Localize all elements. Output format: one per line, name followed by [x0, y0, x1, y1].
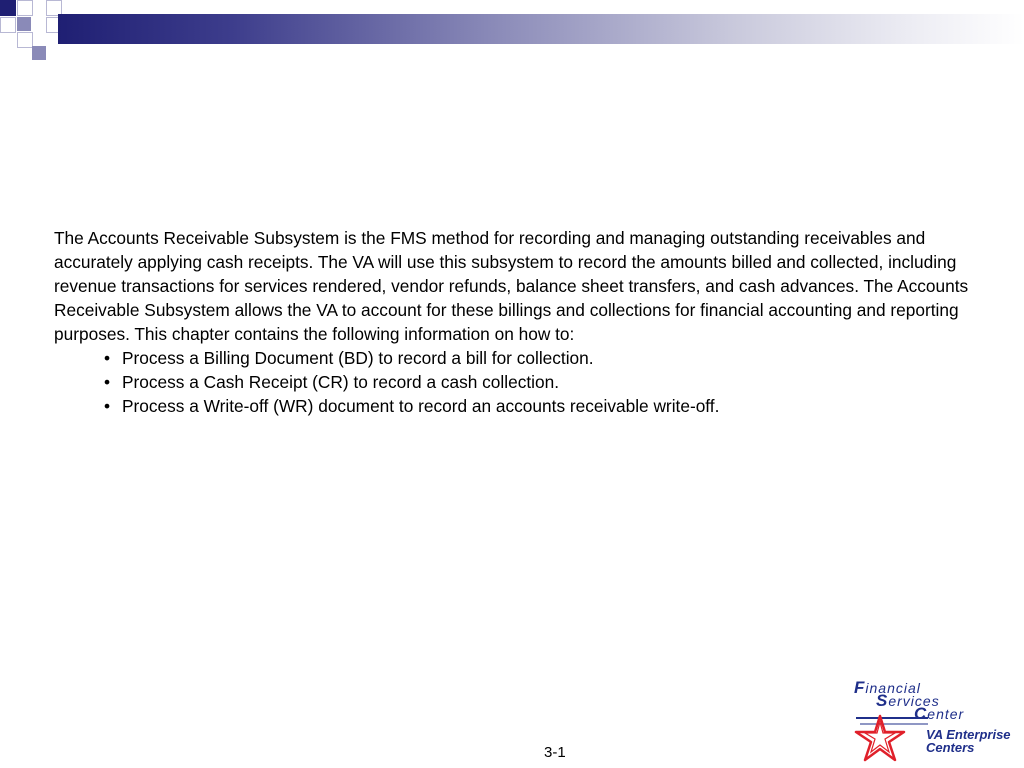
list-item: • Process a Billing Document (BD) to record a bill for collection.: [104, 346, 989, 370]
slide-body: [54, 226, 989, 418]
decor-square: [0, 17, 16, 33]
logo-va-line1: VA Enterprise: [926, 727, 1011, 742]
financial-services-center-logo: [850, 676, 1020, 764]
logo-text-services: Services: [876, 691, 940, 710]
decor-square: [32, 46, 46, 60]
intro-paragraph: The Accounts Receivable Subsystem is the FMS method for recording and managing outstanding receivables and accurately applying cash receipts. The VA will use this subsystem to record the amounts billed and collected, including revenue transactions for services rendered, vendor refunds, balance sheet transfers, and cash advances. The Accounts Receivable Subsystem allows the VA to account for these billings and collections for financial accounting and reporting purposes. This chapter contains the following information on how to:: [54, 228, 969, 344]
list-item: • Process a Write-off (WR) document to record an accounts receivable write-off.: [104, 394, 989, 418]
decor-square: [17, 17, 31, 31]
logo-text-center: Center: [914, 704, 965, 723]
bullet-list: [54, 346, 989, 418]
decor-square: [17, 0, 33, 16]
decor-square: [0, 0, 16, 16]
header-gradient-bar: [58, 14, 1024, 44]
logo-text-va-enterprise: [926, 728, 1011, 754]
list-item: • Process a Cash Receipt (CR) to record a cash collection.: [104, 370, 989, 394]
decor-square: [17, 32, 33, 48]
logo-text-financial: Financial: [854, 678, 921, 697]
star-icon: [850, 712, 930, 764]
logo-va-line2: Centers: [926, 740, 975, 755]
page-number: 3-1: [544, 744, 566, 761]
